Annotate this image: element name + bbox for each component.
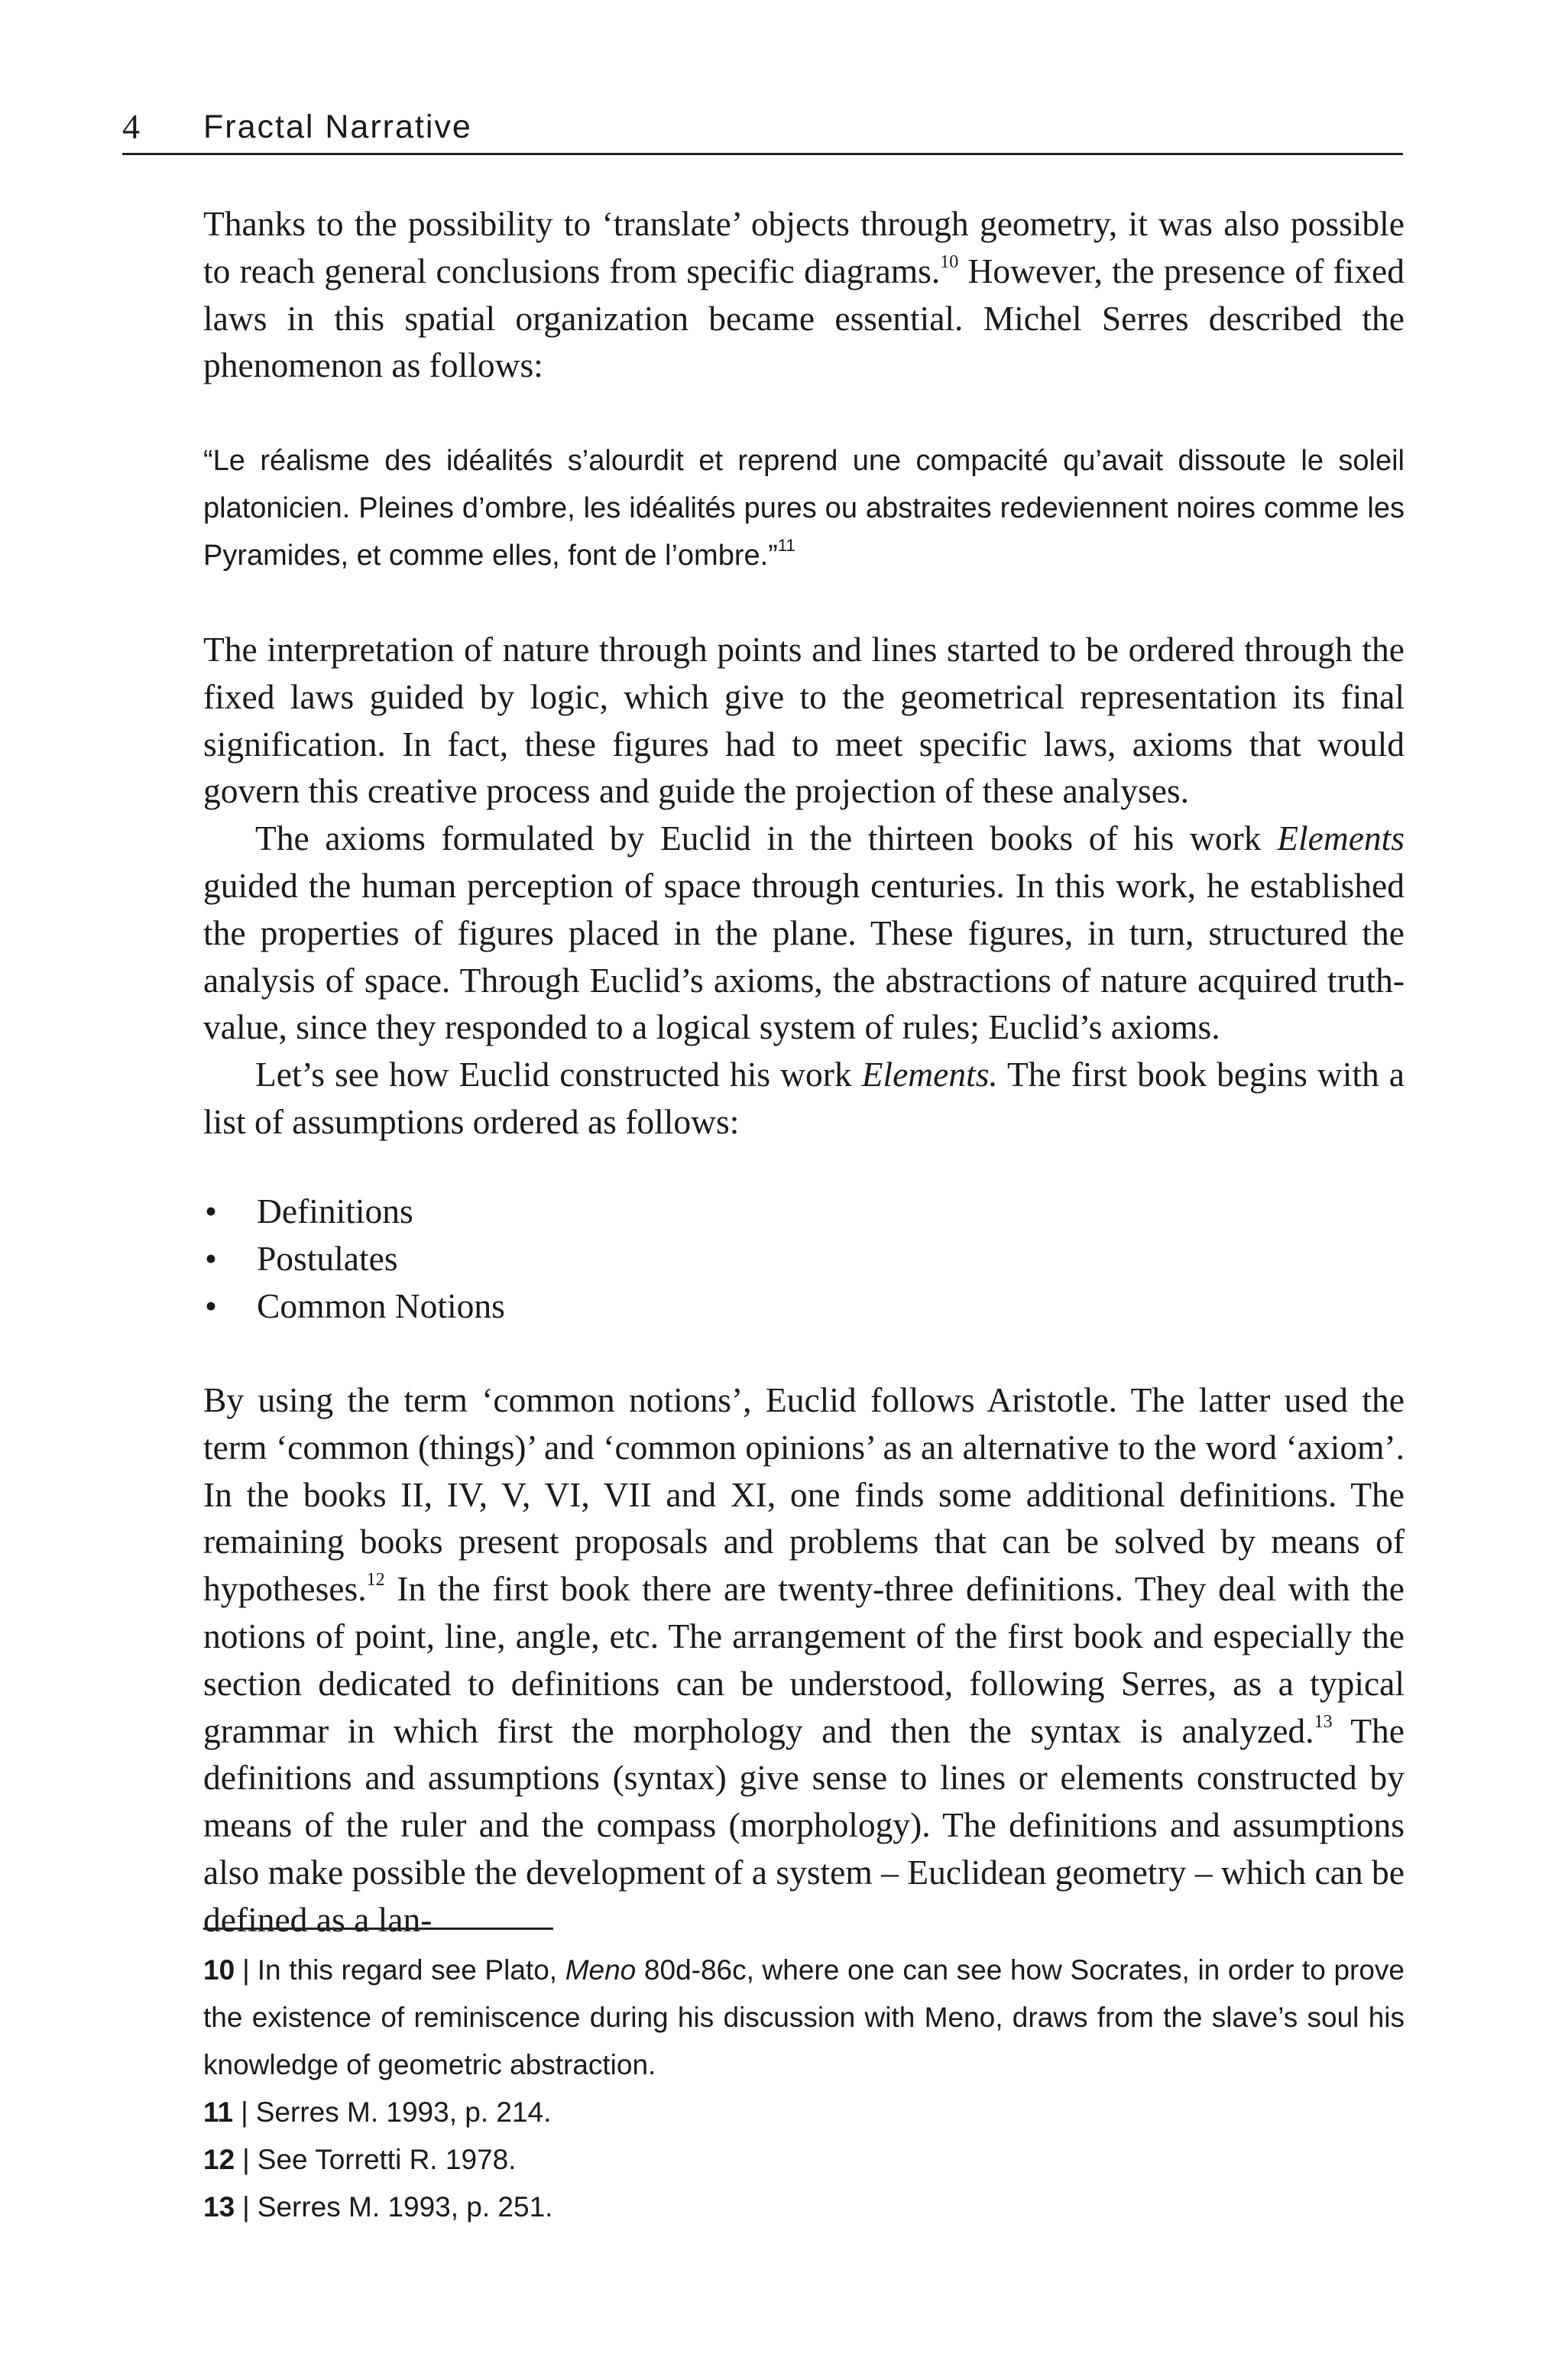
work-title: Elements <box>1277 819 1405 858</box>
paragraph-intro <box>203 200 1405 389</box>
paragraph-axioms <box>203 815 1405 1051</box>
work-title: Meno <box>565 1954 637 1986</box>
footnote-text: In this regard see Plato, <box>257 1954 565 1986</box>
main-text <box>203 626 1405 1146</box>
paragraph-text: The first book begins with a list of assumptions ordered as follows: <box>203 1055 1405 1141</box>
footnote-text: 80d-86c, where one can see how Socrates, in order to prove the existence of reminiscence during his discussion with Meno, draws from the slave’s soul his knowledge of geometric abstraction. <box>203 1954 1405 2080</box>
paragraph-text: Let’s see how Euclid constructed his work <box>255 1055 862 1094</box>
footnote-number: 12 <box>203 2144 235 2175</box>
running-title: Fractal Narrative <box>203 109 472 145</box>
footnote-13 <box>203 2184 1405 2231</box>
paragraph-text: By using the term ‘common notions’, Euclid follows Aristotle. The latter used the term ‘common (things)’ and ‘common opinions’ as an alternative to the word ‘axiom’. In the books II, IV, V, VI, VII and XI, one finds some additional definitions. The remaining books present proposals and problems that can be solved by means of hypotheses. <box>203 1380 1405 1609</box>
footnote-ref-13[interactable]: 13 <box>1314 1711 1333 1732</box>
footnote-ref-10[interactable]: 10 <box>940 251 959 272</box>
paragraph-text: Thanks to the possibility to ‘translate’ objects through geometry, it was also possible to reach general conclusions from specific diagrams. <box>203 204 1405 290</box>
footnote-separator: | <box>242 1954 250 1986</box>
footnote-number: 11 <box>203 2096 234 2128</box>
assumptions-list <box>203 1188 967 1329</box>
paragraph-interpretation: The interpretation of nature through points and lines started to be ordered through the fixed laws guided by logic, which give to the geometrical representation its final signification. In fact, these figures had to meet specific laws, axioms that would govern this creative process and guide the projection of these analyses. <box>203 630 1405 811</box>
list-item: • Definitions <box>203 1188 967 1235</box>
footnote-divider <box>203 1928 553 1930</box>
footnote-number: 10 <box>203 1954 235 1986</box>
block-quote <box>203 437 1405 579</box>
footnote-ref-12[interactable]: 12 <box>366 1570 385 1590</box>
paragraph-elements <box>203 1051 1405 1146</box>
footnote-text: See Torretti R. 1978. <box>257 2144 517 2175</box>
footnote-separator: | <box>242 2191 250 2223</box>
footnote-11 <box>203 2089 1405 2136</box>
paragraph-text: In the first book there are twenty-three definitions. They deal with the notions of point, line, angle, etc. The arrangement of the first book and especially the section dedicated to definitions can be understood, following Serres, as a typical grammar in which first the morphology and then the syntax is analyzed. <box>203 1569 1405 1750</box>
quote-text: “Le réalisme des idéalités s’alourdit et reprend une compacité qu’avait dissoute le soleil platonicien. Pleines d’ombre, les idéalités pures ou abstraites redeviennent noires comme les Pyramides, et comme elles, font de l’ombre.” <box>203 445 1405 572</box>
paragraph-common-notions <box>203 1376 1405 1944</box>
footnotes <box>203 1947 1405 2231</box>
footnote-ref-11[interactable]: 11 <box>777 536 795 555</box>
footnote-text: Serres M. 1993, p. 214. <box>255 2096 552 2128</box>
list-item: • Common Notions <box>203 1282 967 1330</box>
footnote-separator: | <box>241 2096 248 2128</box>
running-head <box>122 105 1403 155</box>
paragraph-text: guided the human perception of space through centuries. In this work, he established the properties of figures placed in the plane. These figures, in turn, structured the analysis of space. Through Euclid’s axioms, the abstractions of nature acquired truth-value, since they responded to a logical system of rules; Euclid’s axioms. <box>203 865 1405 1047</box>
paragraph-text: The axioms formulated by Euclid in the thirteen books of his work <box>255 819 1278 858</box>
footnote-text: Serres M. 1993, p. 251. <box>257 2191 553 2223</box>
paragraph-text: The definitions and assumptions (syntax) give sense to lines or elements constructed by means of the ruler and the compass (morphology). The definitions and assumptions also make possible the development of a system – Euclidean geometry – which can be defined as a lan- <box>203 1710 1405 1939</box>
footnote-separator: | <box>242 2144 250 2175</box>
work-title: Elements. <box>861 1055 998 1094</box>
list-item: • Postulates <box>203 1235 967 1282</box>
page-number: 4 <box>122 107 140 146</box>
footnote-number: 13 <box>203 2191 235 2223</box>
paragraph-text: However, the presence of fixed laws in this spatial organization became essential. Michel Serres described the phenomenon as follows: <box>203 251 1405 385</box>
footnote-10 <box>203 1947 1405 2089</box>
footnote-12 <box>203 2136 1405 2184</box>
